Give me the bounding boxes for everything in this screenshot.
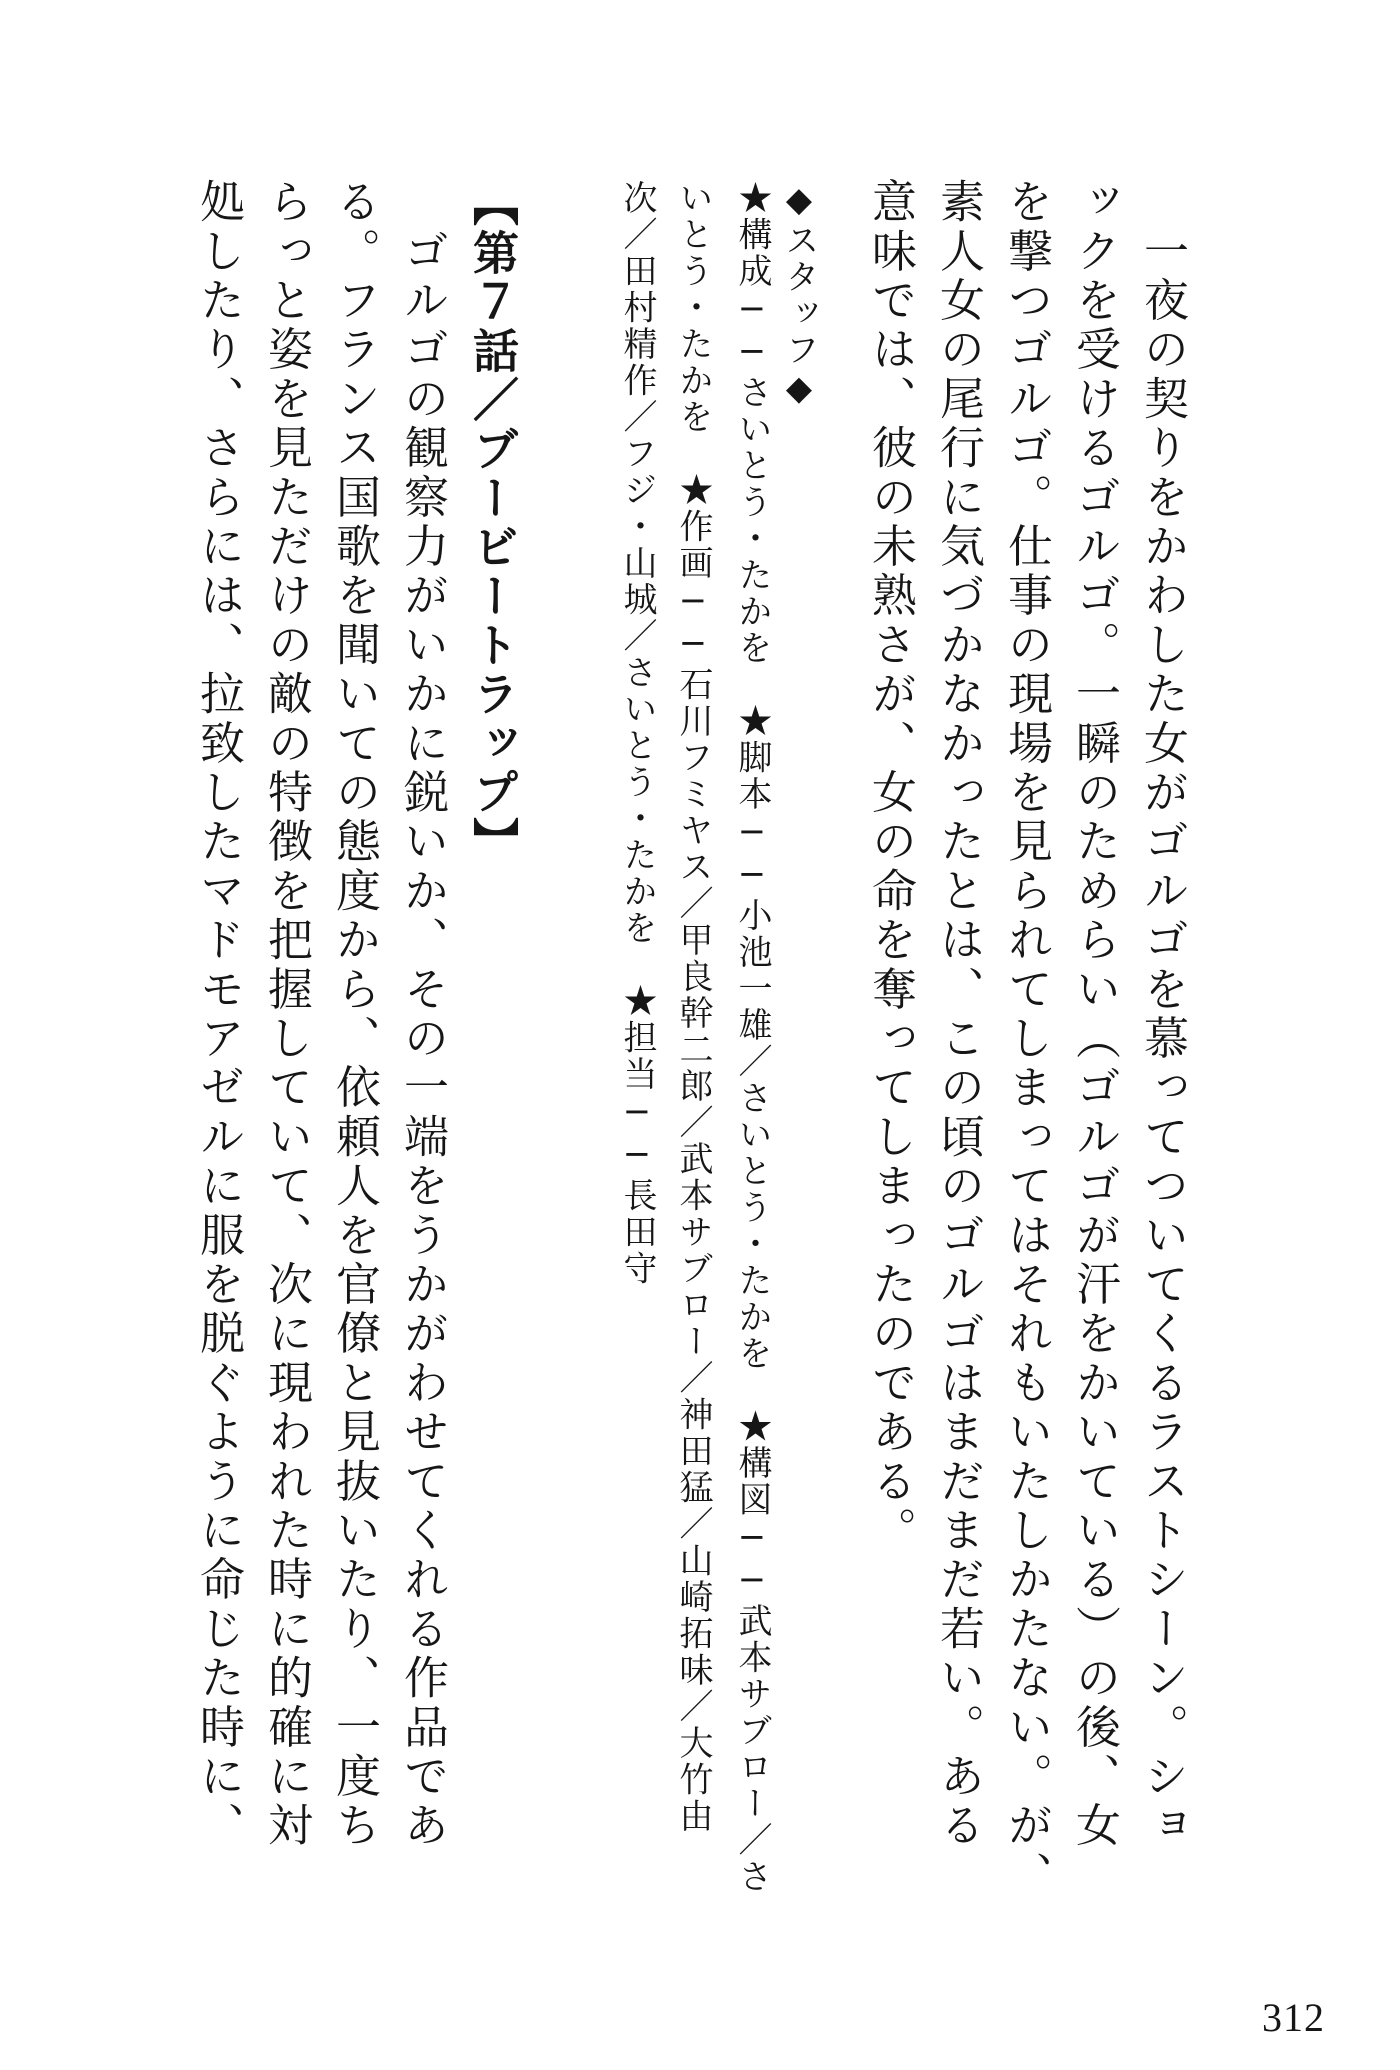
page-number: 312	[1262, 1995, 1325, 2040]
body-text-column: 素人女の尾行に気づかなかったとは、この頃のゴルゴはまだまだ若い。ある	[932, 178, 985, 1851]
body-text-column: ゴルゴの観察力がいかに鋭いか、その一端をうかがわせてくれる作品であ	[396, 178, 449, 1851]
body-text-column: ックを受けるゴルゴ。一瞬のためらい（ゴルゴが汗をかいている）の後、女	[1068, 178, 1121, 1851]
staff-credit-column: ★構成──さいとう・たかを ★脚本──小池一雄／さいとう・たかを ★構図──武本サブロー／さ	[732, 180, 772, 1895]
body-text-column: 意味では、彼の未熟さが、女の命を奪ってしまったのである。	[864, 178, 917, 1556]
body-text-column: る。フランス国歌を聞いての態度から、依頼人を官僚と見抜いたり、一度ち	[328, 178, 381, 1851]
episode-heading: 【第７話／ブービートラップ】	[466, 180, 520, 866]
staff-credit-column: いとう・たかを ★作画──石川フミヤス／甲良幹二郎／武本サブロー／神田猛／山崎拓味／大竹由	[673, 180, 713, 1835]
body-text-column: 一夜の契りをかわした女がゴルゴを慕ってついてくるラストシーン。ショ	[1136, 178, 1189, 1851]
staff-heading: ◆スタッフ◆	[779, 180, 819, 411]
body-text-column: を撃つゴルゴ。仕事の現場を見られてしまってはそれもいたしかたない。が、	[1000, 178, 1053, 1900]
staff-credit-column: 次／田村精作／フジ・山城／さいとう・たかを ★担当──長田守	[617, 180, 657, 1287]
body-text-column: らっと姿を見ただけの敵の特徴を把握していて、次に現われた時に的確に対	[260, 178, 313, 1851]
body-text-column: 処したり、さらには、拉致したマドモアゼルに服を脱ぐように命じた時に、	[192, 178, 245, 1851]
